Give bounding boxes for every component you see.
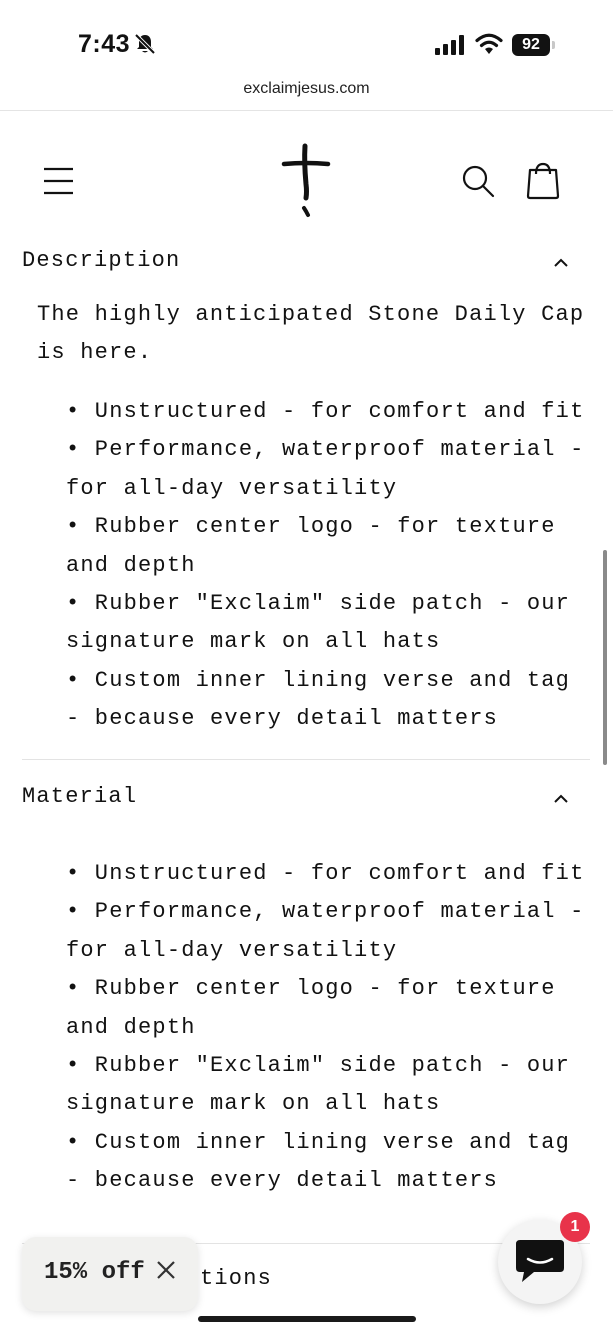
- description-accordion-title[interactable]: Description: [22, 248, 181, 273]
- status-time: 7:43: [78, 30, 131, 58]
- browser-url-bar[interactable]: [0, 72, 613, 111]
- list-item: • Rubber "Exclaim" side patch - our signature mark on all hats: [66, 1053, 571, 1117]
- material-feature-list: [66, 855, 586, 1201]
- chevron-up-icon[interactable]: [552, 256, 570, 268]
- chevron-up-icon[interactable]: [552, 792, 570, 804]
- url-text: exclaimjesus.com: [243, 80, 370, 97]
- list-item: • Unstructured - for comfort and fit: [66, 861, 585, 886]
- list-item: • Performance, waterproof material - for all-day versatility: [66, 899, 585, 963]
- signal-icon: [435, 35, 467, 55]
- list-item: • Rubber center logo - for texture and depth: [66, 976, 556, 1040]
- next-accordion-title[interactable]: tions: [200, 1266, 273, 1291]
- list-item: • Unstructured - for comfort and fit: [66, 399, 585, 424]
- description-feature-list: [66, 393, 586, 739]
- bell-muted-icon: [134, 33, 156, 55]
- home-indicator[interactable]: [198, 1316, 416, 1322]
- list-item: • Rubber center logo - for texture and depth: [66, 514, 556, 578]
- cart-icon[interactable]: [524, 160, 562, 200]
- list-item: • Custom inner lining verse and tag - because every detail matters: [66, 667, 571, 732]
- material-accordion-title[interactable]: Material: [22, 784, 138, 809]
- cross-logo[interactable]: [276, 142, 336, 220]
- battery-level: 92: [512, 34, 550, 56]
- discount-label[interactable]: 15% off: [44, 1259, 145, 1286]
- chat-icon: [514, 1238, 566, 1286]
- divider: [22, 759, 590, 760]
- description-intro: The highly anticipated Stone Daily Cap is here.: [37, 302, 585, 365]
- battery-indicator: [512, 34, 556, 56]
- notification-badge: 1: [560, 1212, 590, 1242]
- discount-popup[interactable]: [22, 1237, 198, 1311]
- menu-icon[interactable]: [40, 164, 78, 198]
- close-icon[interactable]: [155, 1259, 177, 1281]
- list-item: • Performance, waterproof material - for all-day versatility: [66, 437, 585, 501]
- status-bar: [0, 0, 613, 72]
- wifi-icon: [475, 33, 503, 55]
- search-icon[interactable]: [460, 163, 496, 199]
- list-item: • Rubber "Exclaim" side patch - our signature mark on all hats: [66, 591, 571, 655]
- list-item: • Custom inner lining verse and tag - because every detail matters: [66, 1129, 571, 1194]
- scrollbar[interactable]: [603, 550, 607, 765]
